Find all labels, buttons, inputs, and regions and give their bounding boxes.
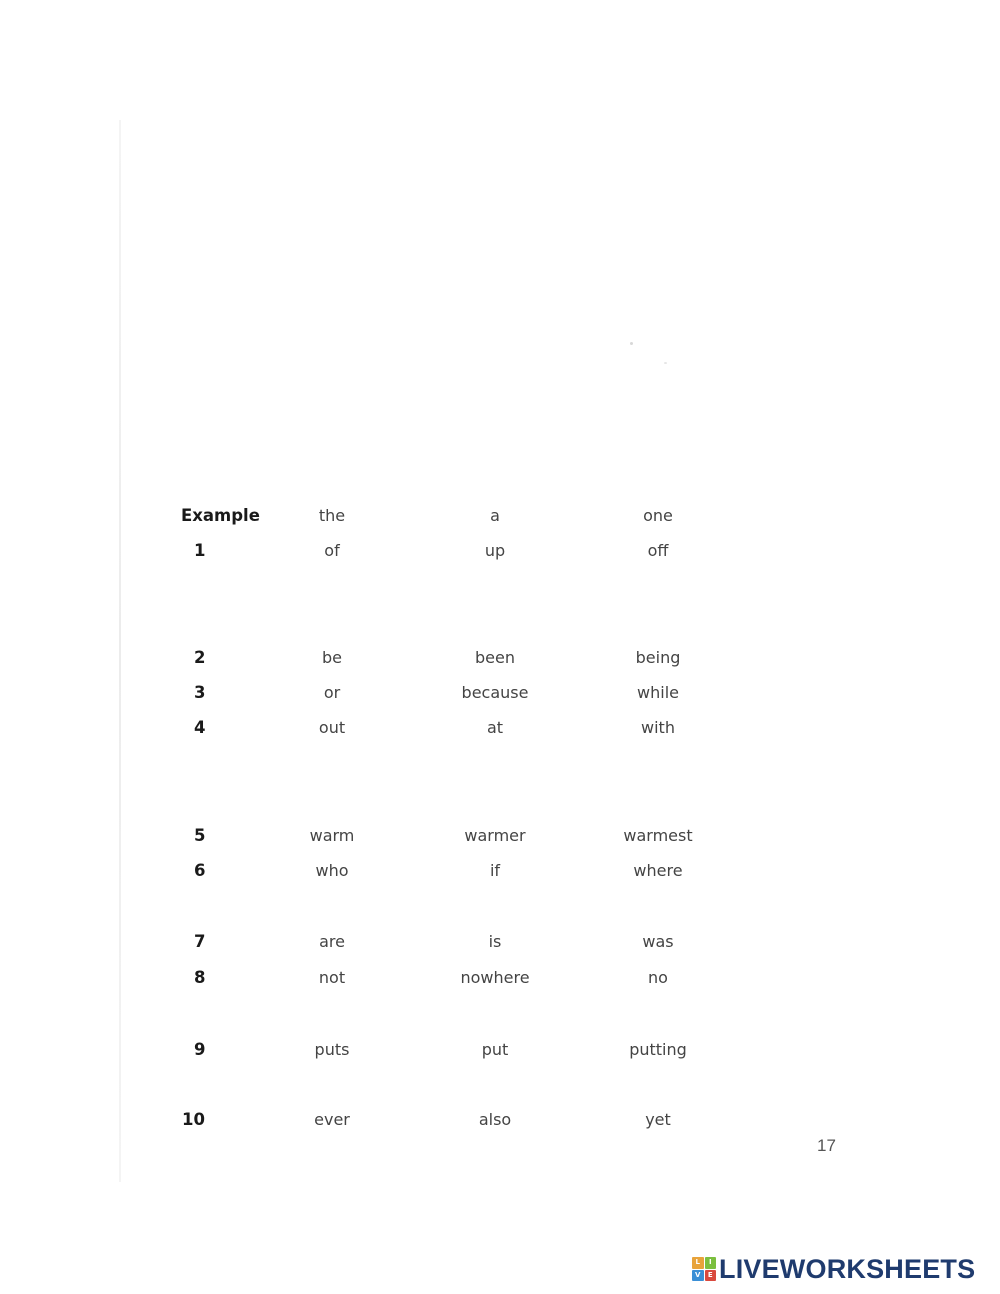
row-label: 2	[194, 648, 206, 667]
word-option[interactable]: warmest	[623, 826, 693, 845]
word-option[interactable]: not	[318, 968, 346, 987]
word-option[interactable]: of	[324, 541, 340, 560]
row-label: 4	[194, 718, 206, 737]
word-option[interactable]: putting	[629, 1040, 687, 1059]
row-label: 6	[194, 861, 206, 880]
row-2	[0, 646, 1000, 670]
row-5	[0, 824, 1000, 848]
row-9	[0, 1038, 1000, 1062]
word-option[interactable]: with	[641, 718, 675, 737]
word-option[interactable]: been	[475, 648, 515, 667]
logo-tile: L	[692, 1257, 704, 1269]
word-option[interactable]: nowhere	[460, 968, 530, 987]
word-option[interactable]: where	[633, 861, 683, 880]
word-option[interactable]: yet	[645, 1110, 671, 1129]
row-1	[0, 539, 1000, 563]
row-label: 7	[194, 932, 206, 951]
word-option[interactable]: while	[637, 683, 679, 702]
row-label: 5	[194, 826, 206, 845]
logo-tile: I	[705, 1257, 717, 1269]
brand-name: LIVEWORKSHEETS	[719, 1253, 976, 1284]
scan-speck	[664, 362, 667, 364]
word-option[interactable]: being	[635, 648, 681, 667]
logo-tile: E	[705, 1270, 717, 1282]
word-option[interactable]: up	[484, 541, 506, 560]
page-number: 17	[817, 1136, 836, 1155]
word-option[interactable]: one	[643, 506, 673, 525]
word-option[interactable]: a	[490, 506, 500, 525]
word-option[interactable]: if	[489, 861, 501, 880]
scan-speck	[630, 342, 633, 345]
row-label: 8	[194, 968, 206, 987]
word-option[interactable]: is	[488, 932, 502, 951]
word-option[interactable]: no	[648, 968, 668, 987]
row-label: Example	[181, 506, 260, 525]
word-option[interactable]: because	[461, 683, 529, 702]
row-label: 9	[194, 1040, 206, 1059]
row-6	[0, 859, 1000, 883]
word-option[interactable]: be	[322, 648, 342, 667]
liveworksheets-logo-icon	[692, 1257, 716, 1281]
word-option[interactable]: also	[478, 1110, 512, 1129]
row-3	[0, 681, 1000, 705]
word-option[interactable]: was	[642, 932, 674, 951]
word-option[interactable]: the	[318, 506, 346, 525]
row-example	[0, 504, 1000, 528]
word-option[interactable]: puts	[314, 1040, 350, 1059]
word-option[interactable]: or	[323, 683, 341, 702]
word-option[interactable]: warm	[309, 826, 355, 845]
word-option[interactable]: put	[481, 1040, 509, 1059]
word-option[interactable]: off	[647, 541, 669, 560]
row-label: 1	[194, 541, 206, 560]
word-option[interactable]: ever	[314, 1110, 350, 1129]
row-7	[0, 930, 1000, 954]
row-10	[0, 1108, 1000, 1132]
word-option[interactable]: out	[318, 718, 346, 737]
word-option[interactable]: warmer	[464, 826, 526, 845]
logo-tile: V	[692, 1270, 704, 1282]
row-8	[0, 966, 1000, 990]
liveworksheets-brand	[692, 1254, 975, 1284]
row-label: 10	[182, 1110, 205, 1129]
row-label: 3	[194, 683, 206, 702]
word-option[interactable]: are	[319, 932, 345, 951]
row-4	[0, 716, 1000, 740]
word-option[interactable]: at	[486, 718, 504, 737]
word-option[interactable]: who	[315, 861, 349, 880]
